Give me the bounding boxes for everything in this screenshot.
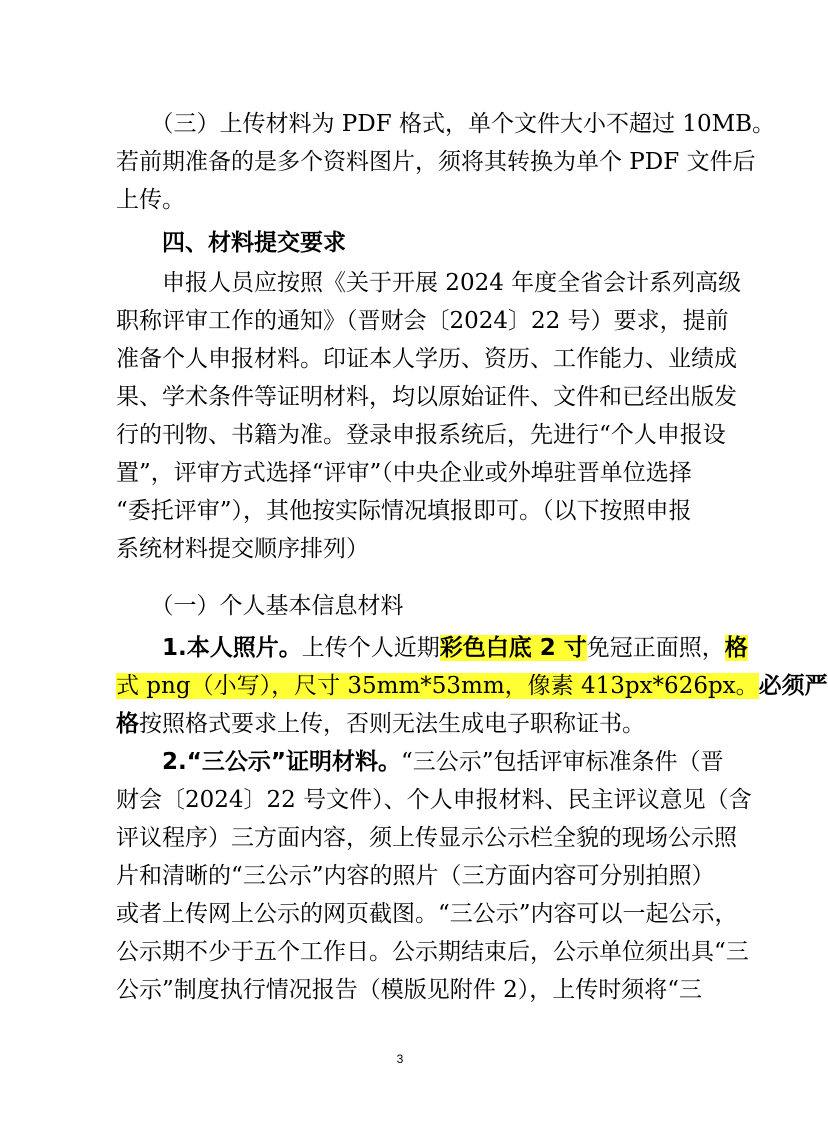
item-1-text-1: 上传个人近期 [301,635,440,661]
requirements-line-1: 申报人员应按照《关于开展 2024 年度全省会计系列高级 [116,270,742,296]
item-1-text-3: 按照格式要求上传，否则无法生成电子职称证书。 [139,711,645,737]
item-1-line-2 [116,669,828,703]
item-2-line-2: 财会〔2024〕22 号文件）、个人申报材料、民主评议意见（含 [116,787,752,813]
paragraph-3-line-2: 若前期准备的是多个资料图片，须将其转换为单个 PDF 文件后 [116,149,756,175]
item-2-line-5: 或者上传网上公示的网页截图。“三公示”内容可以一起公示， [116,901,738,927]
item-2-label: 2.“三公示”证明材料。 [116,749,401,775]
item-2-line-7: 公示”制度执行情况报告（模版见附件 2），上传时须将“三 [116,977,702,1003]
item-1-highlight-3: 式 png（小写），尺寸 35mm*53mm，像素 413px*626px。 [116,673,759,699]
requirements-line-5: 行的刊物、书籍为准。登录申报系统后，先进行“个人申报设 [116,422,726,448]
item-1-label: 1.本人照片。 [116,635,302,661]
requirements-line-4: 果、学术条件等证明材料，均以原始证件、文件和已经出版发 [116,384,737,410]
section-heading-4: 四、材料提交要求 [116,230,346,256]
subsection-heading-1: （一）个人基本信息材料 [116,593,404,619]
requirements-line-3: 准备个人申报材料。印证本人学历、资历、工作能力、业绩成 [116,346,737,372]
item-2-text-1: “三公示”包括评审标准条件（晋 [400,749,724,775]
item-1-bold-2: 格 [116,711,139,737]
item-1-bold-1: 必须严 [758,673,828,699]
paragraph-3-line-3: 上传。 [116,187,185,213]
item-1-text-2: 免冠正面照， [586,635,725,661]
page-number: 3 [396,1052,404,1066]
item-2-line-3: 评议程序）三方面内容，须上传显示公示栏全貌的现场公示照 [116,825,737,851]
item-2-line-4: 片和清晰的“三公示”内容的照片（三方面内容可分别拍照） [116,863,715,889]
requirements-line-8: 系统材料提交顺序排列） [116,536,369,562]
item-1-highlight-1: 彩色白底 2 寸 [439,635,587,661]
item-2-line-1 [116,745,724,779]
item-1-highlight-2: 格 [724,635,748,661]
item-1-line-1 [116,631,748,665]
item-2-line-6: 公示期不少于五个工作日。公示期结束后，公示单位须出具“三 [116,939,749,965]
requirements-line-2: 职称评审工作的通知》（晋财会〔2024〕22 号）要求，提前 [116,308,729,334]
requirements-line-7: “委托评审”），其他按实际情况填报即可。（以下按照申报 [116,498,692,524]
requirements-line-6: 置”，评审方式选择“评审”（中央企业或外埠驻晋单位选择 [116,460,692,486]
item-1-line-3 [116,707,696,741]
paragraph-3-line-1: （三）上传材料为 PDF 格式，单个文件大小不超过 10MB。 [116,111,776,137]
